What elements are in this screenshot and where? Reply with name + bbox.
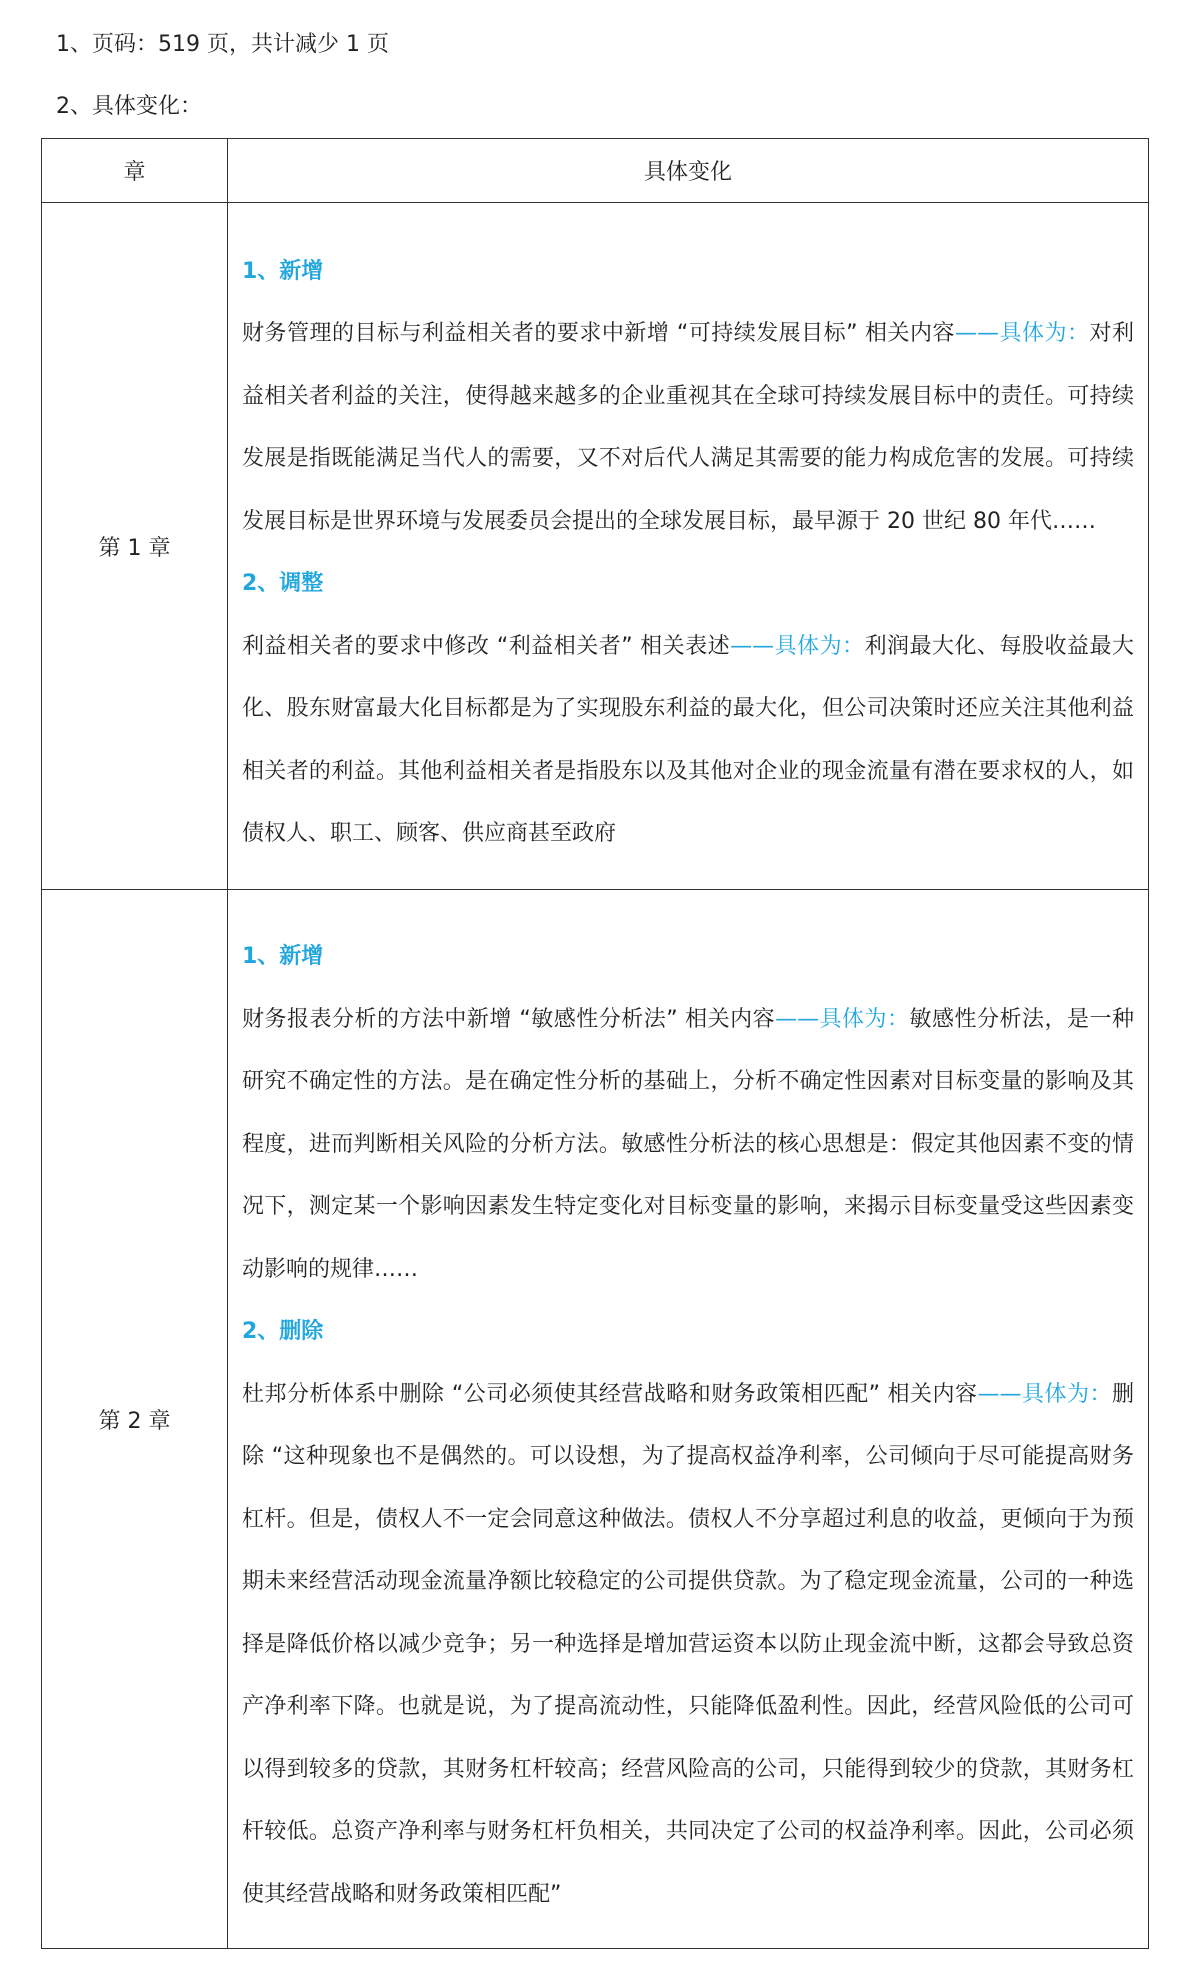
section-paragraph (242, 989, 1134, 1302)
section-marker: ——具体为： (955, 321, 1090, 346)
changes-cell (228, 203, 1149, 890)
section-heading: 1、新增 (242, 258, 324, 284)
chapter-cell: 第 2 章 (42, 890, 228, 1949)
section-marker: ——具体为： (730, 633, 865, 659)
changes-cell (228, 890, 1149, 1949)
table-row (42, 890, 1149, 1949)
section-detail: 利润最大化、每股收益最大化、股东财富最大化目标都是为了实现股东利益的最大化，但公司决策时还应关注其他利益相关者的利益。其他利益相关者是指股东以及其他对企业的现金流量有潜在要求权的人，如债权人、职工、顾客、供应商甚至政府 (242, 633, 1134, 846)
section-heading: 2、调整 (242, 571, 324, 596)
section-paragraph (242, 616, 1134, 866)
section-heading: 2、删除 (242, 1319, 324, 1344)
header-chapter: 章 (42, 139, 228, 203)
section-heading: 1、新增 (242, 944, 324, 969)
table-row (42, 203, 1149, 890)
section-lead: 杜邦分析体系中删除 “公司必须使其经营战略和财务政策相匹配” 相关内容 (242, 1381, 978, 1407)
section-paragraph (242, 303, 1134, 553)
chapter-cell: 第 1 章 (42, 203, 228, 890)
table-header-row (42, 139, 1149, 203)
section-marker: ——具体为： (775, 1006, 910, 1032)
section-detail: 删除 “这种现象也不是偶然的。可以设想，为了提高权益净利率，公司倾向于尽可能提高财务杠杆。但是，债权人不一定会同意这种做法。债权人不分享超过利息的收益，更倾向于为预期未来经营活动现金流量净额比较稳定的公司提供贷款。为了稳定现金流量，公司的一种选择是降低价格以减少竞争；另一种选择是增加营运资本以防止现金流中断，这都会导致总资产净利率下降。也就是说，为了提高流动性，只能降低盈利性。因此，经营风险低的公司可以得到较多的贷款，其财务杠杆较高；经营风险高的公司，只能得到较少的贷款，其财务杠杆较低。总资产净利率与财务杠杆负相关，共同决定了公司的权益净利率。因此，公司必须使其经营战略和财务政策相匹配” (242, 1381, 1134, 1907)
header-changes: 具体变化 (228, 139, 1149, 203)
intro-changes-heading: 2、具体变化： (56, 94, 202, 119)
intro-page-count: 1、页码：519 页，共计减少 1 页 (56, 32, 389, 57)
section-lead: 财务报表分析的方法中新增 “敏感性分析法” 相关内容 (242, 1006, 776, 1032)
section-marker: ——具体为： (977, 1381, 1112, 1407)
changes-table (41, 138, 1149, 1949)
section-detail: 敏感性分析法，是一种研究不确定性的方法。是在确定性分析的基础上，分析不确定性因素对目标变量的影响及其程度，进而判断相关风险的分析方法。敏感性分析法的核心思想是：假定其他因素不变的情况下，测定某一个影响因素发生特定变化对目标变量的影响，来揭示目标变量受这些因素变动影响的规律…… (242, 1006, 1134, 1282)
section-lead: 利益相关者的要求中修改 “利益相关者” 相关表述 (242, 633, 731, 659)
section-detail: 对利益相关者利益的关注，使得越来越多的企业重视其在全球可持续发展目标中的责任。可持续发展是指既能满足当代人的需要，又不对后代人满足其需要的能力构成危害的发展。可持续发展目标是世界环境与发展委员会提出的全球发展目标，最早源于 20 世纪 80 年代…… (242, 321, 1134, 534)
section-lead: 财务管理的目标与利益相关者的要求中新增 “可持续发展目标” 相关内容 (242, 321, 956, 346)
section-paragraph (242, 1364, 1134, 1927)
